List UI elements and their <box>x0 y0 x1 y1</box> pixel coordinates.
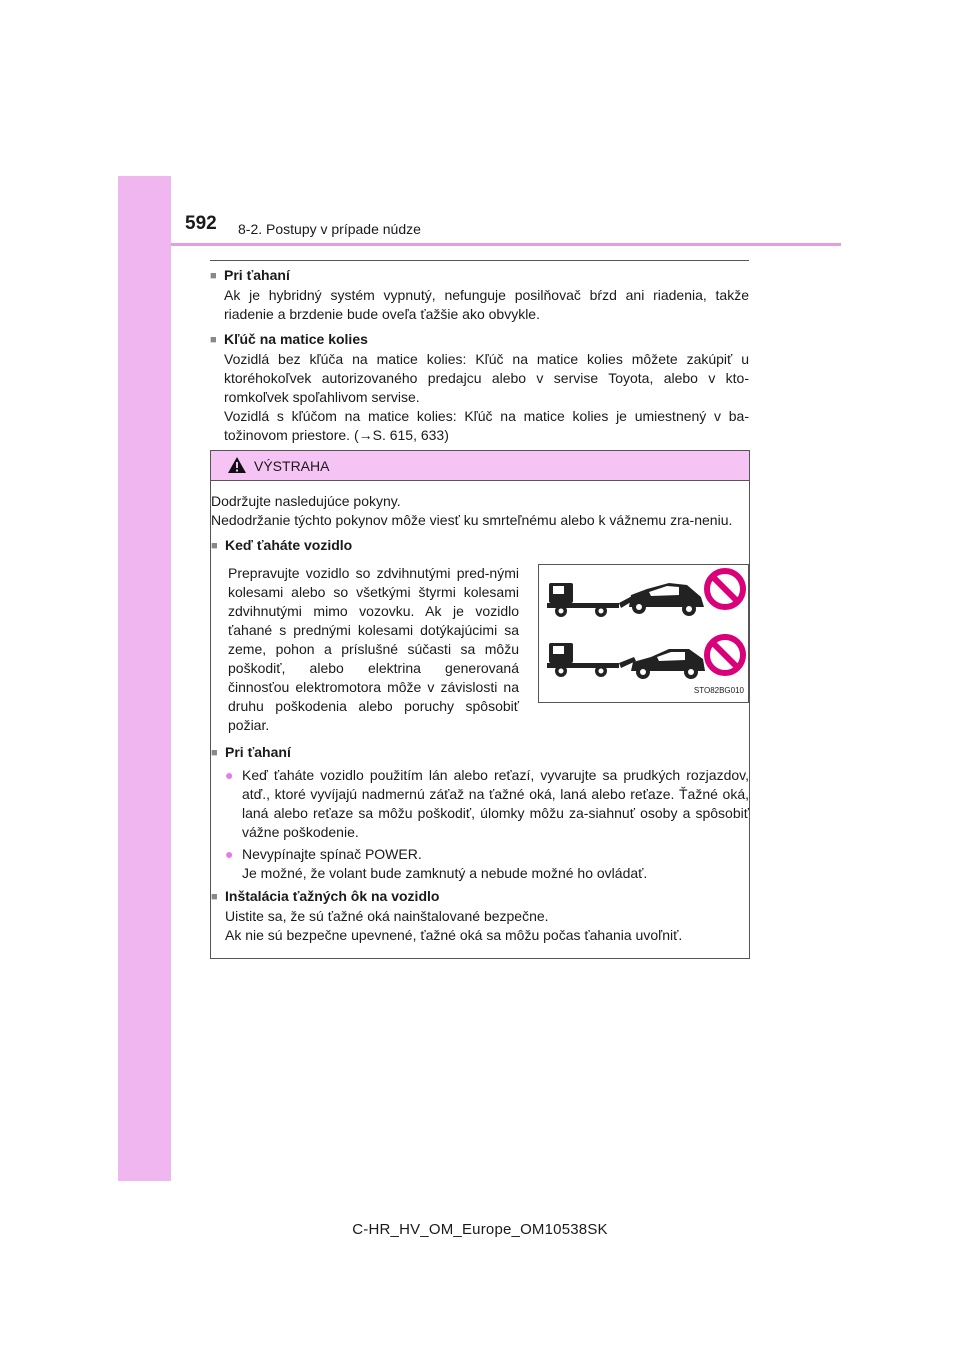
warning-title: VÝSTRAHA <box>254 458 330 474</box>
document-footer: C-HR_HV_OM_Europe_OM10538SK <box>352 1221 608 1238</box>
square-bullet-icon: ■ <box>210 334 217 346</box>
warning-intro: Dodržujte nasledujúce pokyny. <box>211 493 401 509</box>
warning-header <box>211 451 749 481</box>
warning-subheading: ■ Inštalácia ťažných ôk na vozidlo <box>211 887 749 907</box>
prohibited-icon <box>707 571 743 607</box>
square-bullet-icon: ■ <box>210 270 217 282</box>
prohibited-icon <box>707 637 743 673</box>
towing-text: Prepravujte vozidlo so zdvihnutými pred-nými kolesami alebo so všetkými štyrmi kolesami zdvihnutými mimo vozovku. Ak je vozidlo ťahané s prednými kolesami dotýkajúcimi sa zeme, pohon a príslušné súčasti sa môžu poškodiť, alebo elektrina generovaná činnosťou elektromotora môže v závislosti na druhu poškodenia alebo poruchy spôsobiť požiar. <box>228 565 519 733</box>
side-tab <box>118 176 171 1181</box>
round-bullet-icon: ● <box>225 767 234 783</box>
content-divider <box>210 260 749 261</box>
section-text: Uistite sa, že sú ťažné oká nainštalované bezpečne. <box>225 908 549 924</box>
warning-subheading: ■ Pri ťahaní <box>211 743 749 763</box>
list-item: ● Nevypínajte spínač POWER. Je možné, že volant bude zamknutý a nebude možné ho ovládať. <box>225 846 648 881</box>
figure-code: STO82BG010 <box>693 686 744 695</box>
tow-truck-top <box>547 583 636 617</box>
section-text: Vozidlá s kľúčom na matice kolies: Kľúč na matice kolies je umiestnený v ba-tožinovom priestore. (→S. 615, 633) <box>224 408 749 443</box>
header-rule <box>171 243 841 246</box>
tow-truck-bottom <box>547 643 636 677</box>
main-content <box>210 266 749 445</box>
warning-intro: Nedodržanie týchto pokynov môže viesť ku smrteľnému alebo k vážnemu zra-neniu. <box>211 512 733 528</box>
warning-subheading: ■ Keď ťaháte vozidlo <box>211 536 749 556</box>
section-title: 8-2. Postupy v prípade núdze <box>238 221 421 237</box>
list-item: ● Keď ťaháte vozidlo použitím lán alebo reťazí, vyvarujte sa prudkých rozjazdov, atď., ktoré vyvíjajú nadmernú záťaž na ťažné oká, laná alebo reťaze. Ťažné oká, laná alebo reťaze sa môžu poškodiť, úlomky môžu za-siahnuť osoby a spôsobiť vážne poškodenie. <box>225 767 749 840</box>
section-heading: ■ Pri ťahaní <box>210 266 749 286</box>
square-bullet-icon: ■ <box>211 891 218 903</box>
towing-row <box>211 564 749 735</box>
towed-car-bottom <box>631 649 705 679</box>
warning-triangle-icon <box>227 456 247 474</box>
section-text: Ak je hybridný systém vypnutý, nefunguje posilňovač bŕzd ani riadenia, takže riadenie a brzdenie bude oveľa ťažšie ako obvykle. <box>224 287 749 322</box>
section-heading: ■ Kľúč na matice kolies <box>210 330 749 350</box>
warning-body <box>211 481 749 945</box>
page-number: 592 <box>185 213 217 234</box>
square-bullet-icon: ■ <box>211 540 218 552</box>
square-bullet-icon: ■ <box>211 747 218 759</box>
section-text: Ak nie sú bezpečne upevnené, ťažné oká sa môžu počas ťahania uvoľniť. <box>225 927 683 943</box>
towed-car-top <box>629 583 704 616</box>
warning-box <box>210 450 750 959</box>
section-text: Vozidlá bez kľúča na matice kolies: Kľúč na matice kolies môžete zakúpiť u ktoréhokoľvek autorizovaného predajcu alebo v servise Toyota, alebo v kto-romkoľvek spoľahlivom servise. <box>224 351 749 405</box>
round-bullet-icon: ● <box>225 846 234 862</box>
towing-illustration <box>538 564 749 703</box>
